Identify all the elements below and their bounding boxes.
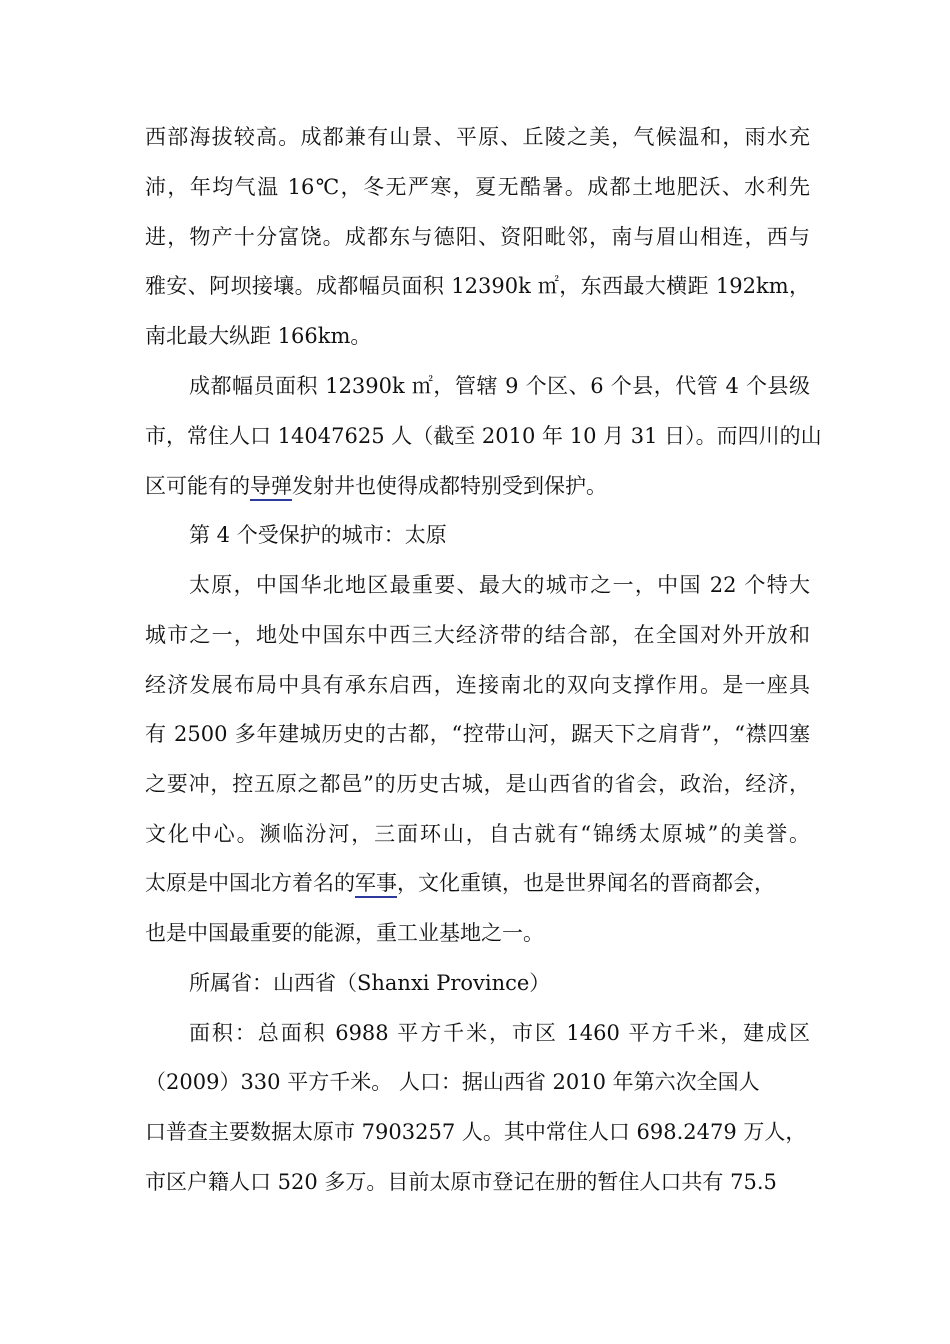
text-line: 经济发展布局中具有承东启西，连接南北的双向支撑作用。是一座具 (145, 673, 810, 697)
text-segment: 太原是中国北方着名的 (145, 871, 355, 895)
section-heading: 第 4 个受保护的城市：太原 (189, 523, 447, 547)
text-line: 成都幅员面积 12390k ㎡，管辖 9 个区、6 个县，代管 4 个县级 (189, 374, 810, 398)
text-segment: 区可能有的 (145, 474, 250, 498)
text-line: 沛，年均气温 16℃，冬无严寒，夏无酷暑。成都土地肥沃、水利先 (145, 175, 810, 199)
text-segment: ，文化重镇，也是世界闻名的晋商都会， (397, 871, 775, 895)
link-missile[interactable]: 导弹 (250, 474, 292, 501)
text-line: 进，物产十分富饶。成都东与德阳、资阳毗邻，南与眉山相连，西与 (145, 225, 810, 249)
text-line: 有 2500 多年建城历史的古都，“控带山河，踞天下之肩背”，“襟四塞 (145, 722, 810, 746)
text-line: 西部海拔较高。成都兼有山景、平原、丘陵之美，气候温和，雨水充 (145, 125, 810, 149)
text-line: 之要冲，控五原之都邑”的历史古城，是山西省的省会，政治，经济， (145, 772, 810, 796)
text-line: 市区户籍人口 520 多万。目前太原市登记在册的暂住人口共有 75.5 (145, 1170, 777, 1194)
text-line: 南北最大纵距 166km。 (145, 324, 372, 348)
text-line-with-link (145, 866, 810, 900)
text-line: 所属省：山西省（Shanxi Province） (189, 971, 551, 995)
text-line: 口普查主要数据太原市 7903257 人。其中常住人口 698.2479 万人， (145, 1120, 807, 1144)
text-line: （2009）330 平方千米。 人口：据山西省 2010 年第六次全国人 (145, 1070, 760, 1094)
text-line-with-link (145, 469, 810, 503)
text-line: 面积：总面积 6988 平方千米，市区 1460 平方千米，建成区 (189, 1021, 810, 1045)
text-line: 雅安、阿坝接壤。成都幅员面积 12390k ㎡，东西最大横距 192km， (145, 274, 810, 298)
link-military[interactable]: 军事 (355, 871, 397, 898)
text-line: 市，常住人口 14047625 人（截至 2010 年 10 月 31 日）。而四川的山 (145, 424, 822, 448)
text-line: 也是中国最重要的能源，重工业基地之一。 (145, 921, 544, 945)
text-segment: 发射井也使得成都特别受到保护。 (292, 474, 607, 498)
text-line: 太原，中国华北地区最重要、最大的城市之一，中国 22 个特大 (189, 573, 810, 597)
text-line: 城市之一，地处中国东中西三大经济带的结合部，在全国对外开放和 (145, 623, 810, 647)
text-line: 文化中心。濒临汾河，三面环山，自古就有“锦绣太原城”的美誉。 (145, 822, 810, 846)
